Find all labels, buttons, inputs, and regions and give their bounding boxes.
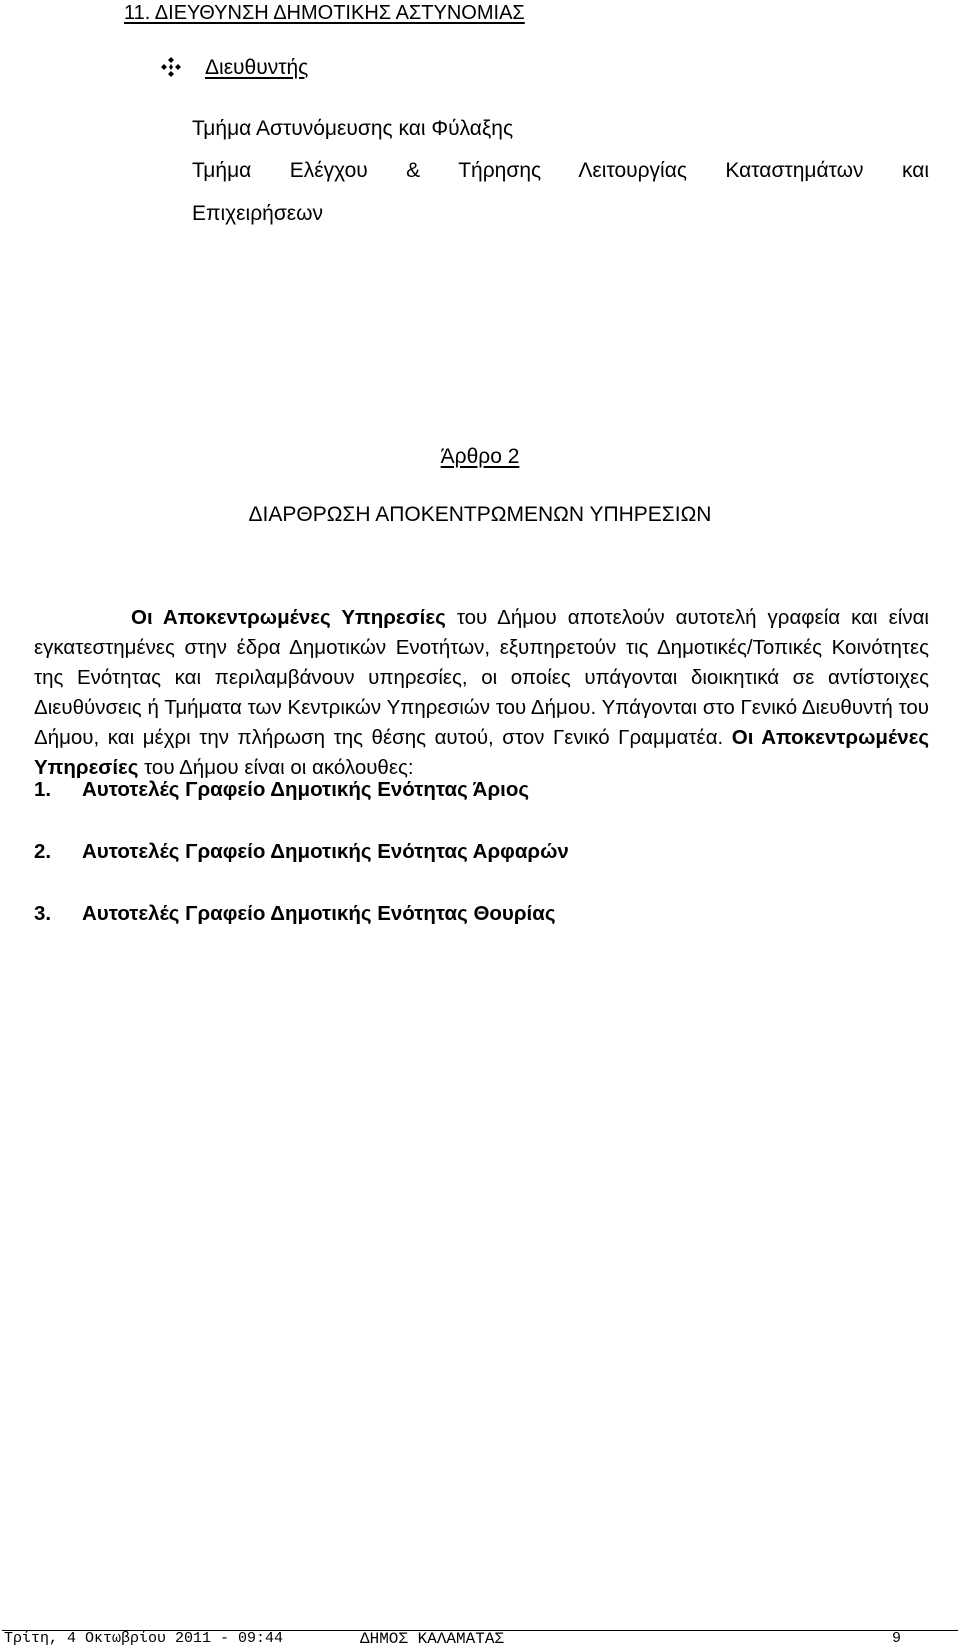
- list-item-label: Αυτοτελές Γραφείο Δημοτικής Ενότητας Αρφαρών: [82, 840, 569, 863]
- list-item: [34, 778, 529, 802]
- directorate-label: Διευθυντής: [205, 56, 309, 79]
- list-item-number: 1.: [34, 778, 52, 801]
- article-paragraph: [34, 603, 929, 783]
- paragraph-bold-2: Οι Αποκεντρωμένες Υπηρεσίες: [34, 726, 929, 779]
- article-title: ΔΙΑΡΘΡΩΣΗ ΑΠΟΚΕΝΤΡΩΜΕΝΩΝ ΥΠΗΡΕΣΙΩΝ: [248, 503, 712, 526]
- department-inspection-cont: Επιχειρήσεων: [192, 202, 324, 225]
- article-number-text: Άρθρο 2: [440, 445, 520, 468]
- list-item-label: Αυτοτελές Γραφείο Δημοτικής Ενότητας Θουρίας: [82, 902, 556, 925]
- section-heading: 11. ΔΙΕΥΘΥΝΣΗ ΔΗΜΟΤΙΚΗΣ ΑΣΤΥΝΟΜΙΑΣ: [124, 2, 525, 24]
- list-item-number: 2.: [34, 840, 52, 863]
- paragraph-text-1: του Δήμου αποτελούν αυτοτελή γραφεία και είναι εγκατεστημένες στην έδρα Δημοτικών Ενοτήτων, εξυπηρετούν τις Δημοτικές/Τοπικές Κοινότητες της Ενότητας και περιλαμβάνουν υπηρεσίες, οι οποίες υπάγονται διοικητικά σε αντίστοιχες Διευθύνσεις ή Τμήματα των Κεντρικών Υπηρεσιών του Δήμου. Υπάγονται στο Γενικό Διευθυντή του Δήμου, και μέχρι την πλήρωση της θέσης αυτού, στον Γενικό Γραμματέα.: [34, 606, 929, 749]
- department-police: Τμήμα Αστυνόμευσης και Φύλαξης: [192, 117, 514, 140]
- paragraph-text-2: του Δήμου είναι οι ακόλουθες:: [138, 756, 414, 779]
- list-item-number: 3.: [34, 902, 52, 925]
- footer-page-number: 9: [892, 1630, 902, 1647]
- department-inspection: Τμήμα Ελέγχου & Τήρησης Λειτουργίας Καταστημάτων και: [192, 159, 929, 182]
- paragraph-bold-1: Οι Αποκεντρωμένες Υπηρεσίες: [131, 606, 446, 629]
- diamond-bullet-icon: [160, 56, 182, 78]
- article-number: [0, 444, 960, 470]
- list-item: [34, 840, 569, 864]
- footer-municipality: ΔΗΜΟΣ ΚΑΛΑΜΑΤΑΣ: [360, 1630, 505, 1648]
- list-item-label: Αυτοτελές Γραφείο Δημοτικής Ενότητας Άριος: [82, 778, 530, 801]
- list-item: [34, 902, 555, 926]
- footer-date: Τρίτη, 4 Οκτωβρίου 2011 - 09:44: [4, 1630, 284, 1647]
